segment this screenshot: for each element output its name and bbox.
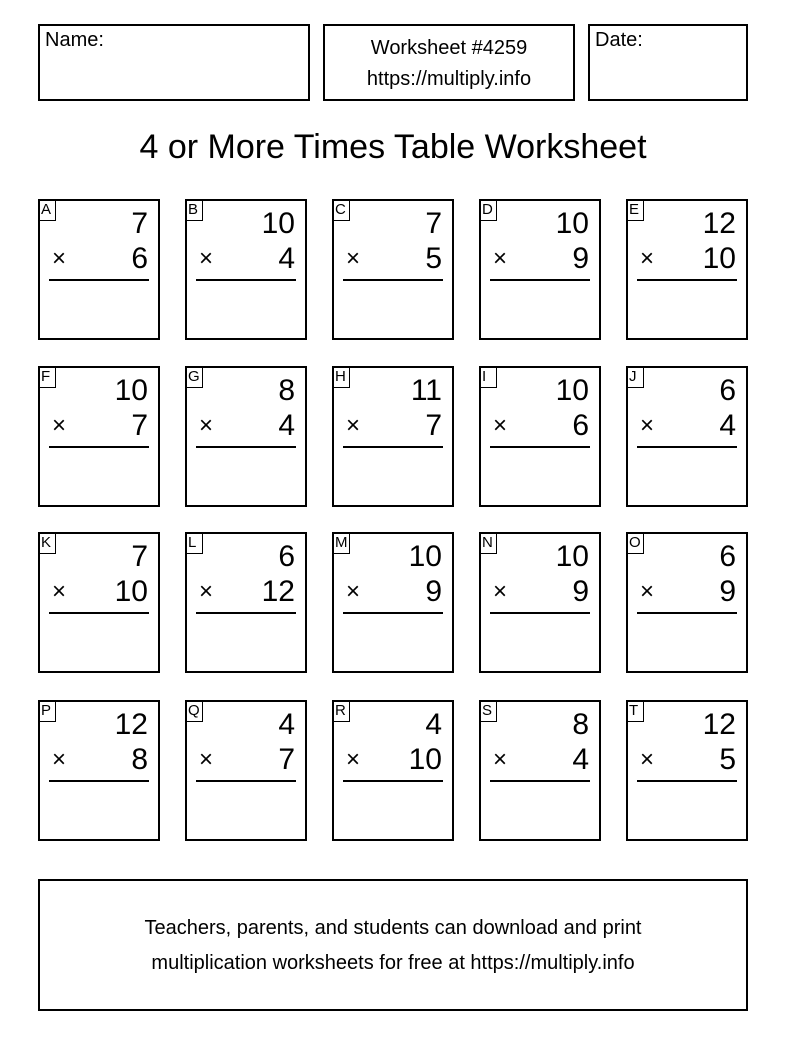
multiplier: 9: [572, 575, 589, 608]
multiplier: 9: [572, 242, 589, 275]
times-sign: ×: [493, 245, 508, 272]
footer-line-2: multiplication worksheets for free at https://multiply.info: [151, 952, 635, 974]
times-sign: ×: [346, 412, 361, 439]
multiplier: 10: [408, 743, 442, 776]
problem-card: [38, 532, 160, 673]
answer-line: [196, 780, 296, 782]
problem-card: [332, 199, 454, 340]
multiplier: 9: [719, 575, 736, 608]
times-sign: ×: [493, 412, 508, 439]
multiplicand: 4: [425, 708, 442, 741]
problem-card: [38, 199, 160, 340]
problem-card: [38, 366, 160, 507]
times-sign: ×: [199, 245, 214, 272]
times-sign: ×: [640, 412, 655, 439]
problem-card: [479, 199, 601, 340]
multiplier: 10: [114, 575, 148, 608]
answer-line: [343, 279, 443, 281]
multiplicand: 7: [131, 540, 148, 573]
problem-letter: C: [332, 199, 350, 221]
times-sign: ×: [346, 578, 361, 605]
answer-line: [490, 612, 590, 614]
multiplicand: 8: [572, 708, 589, 741]
problem-letter: O: [626, 532, 644, 554]
worksheet-number: Worksheet #4259: [370, 37, 528, 59]
page-title: 4 or More Times Table Worksheet: [139, 128, 647, 166]
multiplier: 4: [278, 242, 295, 275]
problem-letter: M: [332, 532, 350, 554]
problem-letter: R: [332, 700, 350, 722]
multiplier: 10: [702, 242, 736, 275]
answer-line: [637, 446, 737, 448]
multiplicand: 7: [131, 207, 148, 240]
name-label: Name:: [45, 29, 104, 51]
footer-line-1: Teachers, parents, and students can download and print: [144, 917, 642, 939]
answer-line: [49, 780, 149, 782]
multiplier: 7: [278, 743, 295, 776]
multiplicand: 12: [702, 708, 736, 741]
multiplicand: 10: [114, 374, 148, 407]
multiplicand: 10: [555, 374, 589, 407]
times-sign: ×: [199, 746, 214, 773]
answer-line: [196, 446, 296, 448]
multiplicand: 12: [114, 708, 148, 741]
problem-card: [185, 700, 307, 841]
times-sign: ×: [52, 746, 67, 773]
answer-line: [637, 780, 737, 782]
answer-line: [196, 279, 296, 281]
problem-letter: L: [185, 532, 203, 554]
times-sign: ×: [199, 578, 214, 605]
problem-letter: B: [185, 199, 203, 221]
multiplicand: 6: [278, 540, 295, 573]
problem-letter: F: [38, 366, 56, 388]
times-sign: ×: [52, 412, 67, 439]
footer-box: [38, 879, 748, 1011]
times-sign: ×: [199, 412, 214, 439]
problem-letter: E: [626, 199, 644, 221]
multiplier: 6: [131, 242, 148, 275]
times-sign: ×: [52, 578, 67, 605]
multiplier: 8: [131, 743, 148, 776]
times-sign: ×: [640, 578, 655, 605]
problem-letter: P: [38, 700, 56, 722]
multiplicand: 10: [408, 540, 442, 573]
worksheet-url[interactable]: https://multiply.info: [366, 68, 532, 90]
problem-letter: Q: [185, 700, 203, 722]
problem-card: [185, 366, 307, 507]
answer-line: [343, 612, 443, 614]
problem-letter: T: [626, 700, 644, 722]
multiplier: 4: [719, 409, 736, 442]
answer-line: [490, 279, 590, 281]
multiplier: 9: [425, 575, 442, 608]
multiplicand: 8: [278, 374, 295, 407]
multiplicand: 7: [425, 207, 442, 240]
times-sign: ×: [346, 746, 361, 773]
multiplier: 6: [572, 409, 589, 442]
problem-card: [185, 532, 307, 673]
multiplier: 5: [719, 743, 736, 776]
problem-letter: N: [479, 532, 497, 554]
answer-line: [490, 446, 590, 448]
problem-card: [626, 532, 748, 673]
problem-letter: J: [626, 366, 644, 388]
date-field[interactable]: [588, 24, 748, 101]
multiplicand: 10: [555, 207, 589, 240]
multiplicand: 4: [278, 708, 295, 741]
answer-line: [637, 279, 737, 281]
problem-card: [626, 366, 748, 507]
problem-card: [332, 366, 454, 507]
problem-card: [332, 532, 454, 673]
answer-line: [490, 780, 590, 782]
multiplicand: 12: [702, 207, 736, 240]
multiplicand: 6: [719, 540, 736, 573]
problem-letter: S: [479, 700, 497, 722]
multiplier: 4: [572, 743, 589, 776]
times-sign: ×: [493, 746, 508, 773]
problem-card: [479, 700, 601, 841]
problem-letter: A: [38, 199, 56, 221]
multiplier: 4: [278, 409, 295, 442]
answer-line: [49, 612, 149, 614]
multiplicand: 10: [555, 540, 589, 573]
problem-letter: G: [185, 366, 203, 388]
name-field[interactable]: [38, 24, 310, 101]
answer-line: [343, 446, 443, 448]
multiplicand: 10: [261, 207, 295, 240]
problem-card: [626, 199, 748, 340]
problem-card: [626, 700, 748, 841]
multiplier: 5: [425, 242, 442, 275]
problem-card: [332, 700, 454, 841]
multiplier: 7: [425, 409, 442, 442]
date-label: Date:: [595, 29, 643, 51]
answer-line: [637, 612, 737, 614]
problem-letter: H: [332, 366, 350, 388]
worksheet-info-box: [323, 24, 575, 101]
problem-letter: I: [479, 366, 497, 388]
multiplicand: 6: [719, 374, 736, 407]
times-sign: ×: [493, 578, 508, 605]
answer-line: [196, 612, 296, 614]
answer-line: [343, 780, 443, 782]
problem-card: [479, 532, 601, 673]
answer-line: [49, 446, 149, 448]
times-sign: ×: [346, 245, 361, 272]
problem-card: [185, 199, 307, 340]
problem-letter: K: [38, 532, 56, 554]
answer-line: [49, 279, 149, 281]
times-sign: ×: [52, 245, 67, 272]
multiplier: 12: [261, 575, 295, 608]
problem-card: [38, 700, 160, 841]
multiplicand: 11: [410, 374, 442, 407]
times-sign: ×: [640, 746, 655, 773]
multiplier: 7: [131, 409, 148, 442]
times-sign: ×: [640, 245, 655, 272]
problem-letter: D: [479, 199, 497, 221]
problem-card: [479, 366, 601, 507]
